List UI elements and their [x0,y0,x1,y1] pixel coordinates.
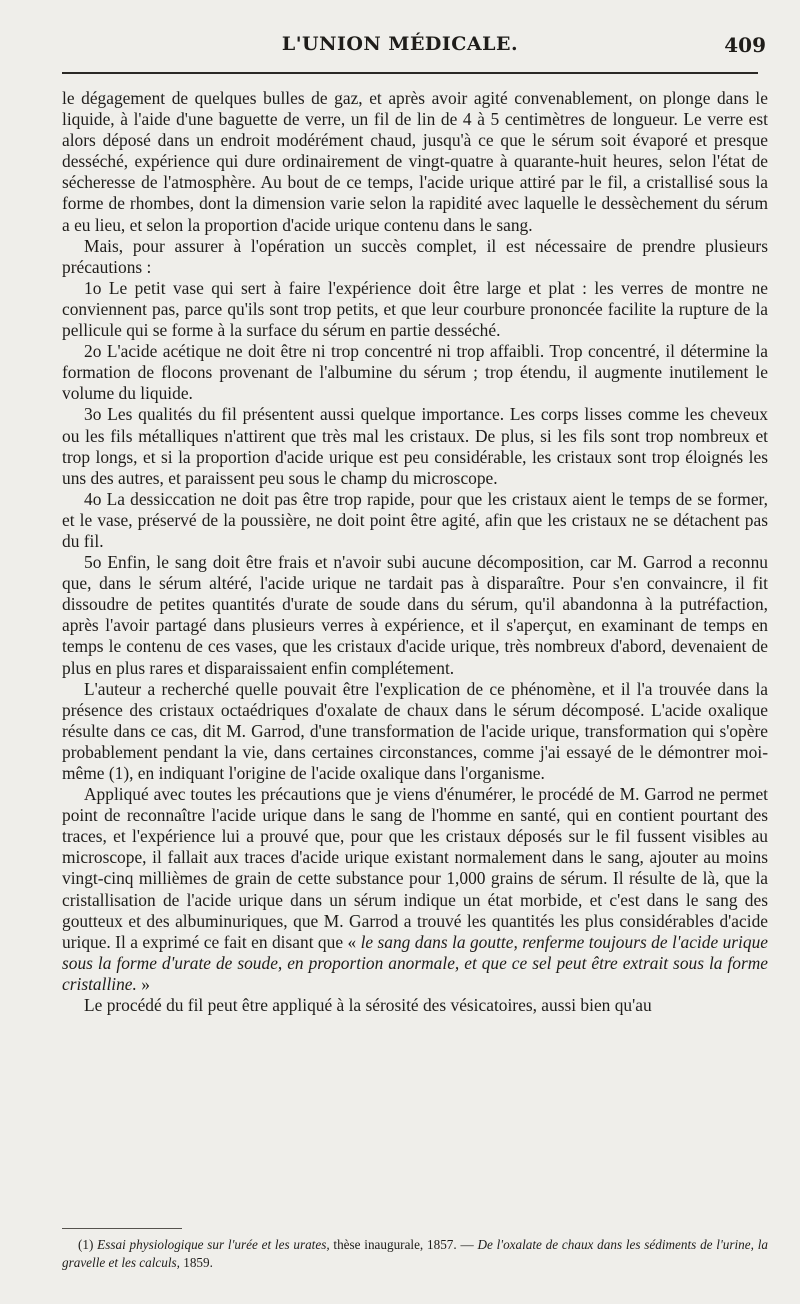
running-head [0,33,800,63]
footnotes [62,1236,768,1272]
footnote-second-title: De l'oxalate de chaux dans les sédiments de l'urine, la gravelle et les calculs, [62,1237,768,1270]
page-number: 409 [724,33,766,57]
footnote-title: Essai physiologique sur l'urée et les urates, [97,1237,330,1252]
footnote-marker: (1) [78,1237,98,1252]
paragraph-1: le dégagement de quelques bulles de gaz, et après avoir agité convenablement, on plonge dans le liquide, à l'aide d'une baguette de verre, un fil de lin de 4 à 5 centimètres de longueur. Le verre est alors déposé dans un endroit modérément chaud, jusqu'à ce que le sérum soit évaporé et presque desséché, expérience qui dure ordinairement de vingt-quatre à quarante-huit heures, selon l'état de sécheresse de l'atmosphère. Au bout de ce temps, l'acide urique attiré par le fil, a cristallisé sous la forme de rhombes, dont la dimension varie selon la rapidité avec laquelle le dessèchement du sérum a eu lieu, et selon la proportion d'acide urique contenu dans le sang. [62,88,768,235]
paragraph-8: L'auteur a recherché quelle pouvait être l'explication de ce phénomène, et il l'a trouvée dans la présence des cristaux octaédriques d'oxalate de chaux dans le sérum décomposé. L'acide oxalique résulte dans ce cas, dit M. Garrod, d'une transformation de l'acide urique, transformation qui s'opère probablement pendant la vie, dans certaines circonstances, comme j'ai essayé de le démontrer moi-même (1), en indiquant l'origine de l'acide oxalique dans l'organisme. [62,678,768,783]
garrod-quote: le sang dans la goutte, renferme toujours de l'acide urique sous la forme d'urate de soude, en proportion anormale, et que ce sel peut être extrait sous la forme cristalline. [62,931,768,994]
footnote-middle: thèse inaugurale, 1857. — [329,1237,478,1252]
paragraph-10: Le procédé du fil peut être appliqué à la sérosité des vésicatoires, aussi bien qu'au [84,995,652,1016]
paragraph-4: 2o L'acide acétique ne doit être ni trop concentré ni trop affaibli. Trop concentré, il détermine la formation de flocons provenant de l'albumine du sérum ; trop étendu, il augmente inutilement le volume du liquide. [62,341,768,404]
paragraph-7: 5o Enfin, le sang doit être frais et n'avoir subi aucune décomposition, car M. Garrod a reconnu que, dans le sérum altéré, l'acide urique ne tardait pas à disparaître. Pour s'en convaincre, il fit dissoudre de petites quantités d'urate de soude dans du sérum, qu'il abandonna à la putréfaction, après l'avoir partagé dans plusieurs verres à expérience, et il s'aperçut, en examinant de temps en temps le contenu de ces vases, que les cristaux d'acide urique, très nombreux d'abord, devenaient de plus en plus rares et disparaissaient enfin complétement. [62,552,768,678]
paragraph-9 [62,784,768,995]
header-rule [62,72,758,74]
footnote-1 [62,1236,768,1272]
paragraph-2: Mais, pour assurer à l'opération un succès complet, il est nécessaire de prendre plusieurs précautions : [62,235,768,277]
journal-title: L'UNION MÉDICALE. [281,33,519,55]
footnote-rule [62,1228,182,1229]
quote-close: » [136,973,150,994]
article-body [62,88,768,1016]
paragraph-3: 1o Le petit vase qui sert à faire l'expérience doit être large et plat : les verres de montre ne conviennent pas, parce qu'ils sont trop petits, et que leur courbure prononcée facilite la rupture de la pellicule qui se forme à la surface du sérum en partie desséché. [62,277,768,341]
paragraph-9-text: Appliqué avec toutes les précautions que je viens d'énumérer, le procédé de M. Garrod ne permet point de reconnaître l'acide urique dans le sang de l'homme en santé, qui en contient pourtant des traces, et l'expérience lui a prouvé que, pour que les cristaux déposés sur le fil fussent visibles au microscope, il fallait aux traces d'acide urique existant normalement dans le sang, ajouter au moins vingt-cinq millièmes de grain de cette substance pour 1,000 grains de sérum. Il résulte de là, que la cristallisation de l'acide urique dans un sérum indique un état morbide, et c'est dans le sang des goutteux et des albuminuriques, que M. Garrod a trouvé les quantités les plus considérables d'acide urique. Il a exprimé ce fait en disant que « [62,784,768,952]
paragraph-5: 3o Les qualités du fil présentent aussi quelque importance. Les corps lisses comme les cheveux ou les fils métalliques n'attirent que très mal les cristaux. De plus, si les fils sont trop nombreux et trop longs, et si la proportion d'acide urique est peu considérable, les cristaux sont trop éloignés les uns des autres, et paraissent peu sous le champ du microscope. [62,404,768,488]
paragraph-6: 4o La dessiccation ne doit pas être trop rapide, pour que les cristaux aient le temps de se former, et le vase, préservé de la poussière, ne doit point être agité, afin que les cristaux ne se détachent pas du fil. [62,488,768,551]
footnote-year: 1859. [179,1255,213,1270]
